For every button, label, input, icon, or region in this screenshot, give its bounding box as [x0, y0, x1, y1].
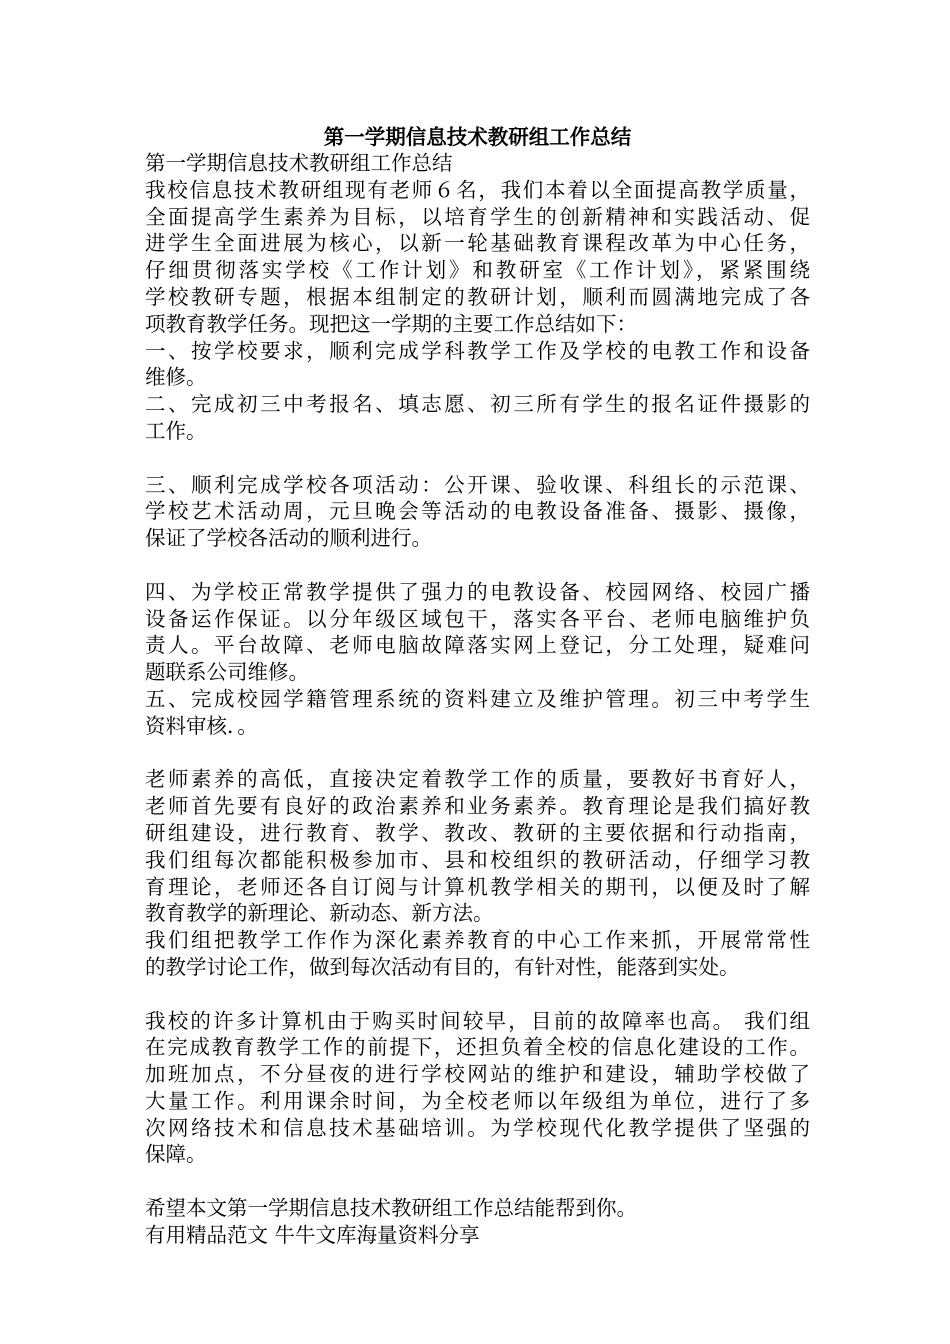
- text-line: 老师首先要有良好的政治素养和业务素养。教育理论是我们搞好教: [145, 794, 810, 819]
- text-line: 加班加点，不分昼夜的进行学校网站的维护和建设，辅助学校做了: [145, 1062, 810, 1087]
- text-line: 的教学讨论工作，做到每次活动有目的，有针对性，能落到实处。: [145, 954, 740, 979]
- text-line: 保证了学校各活动的顺利进行。: [145, 526, 432, 551]
- text-line: 三、顺利完成学校各项活动：公开课、验收课、科组长的示范课、: [145, 472, 810, 497]
- text-line: 学校教研专题，根据本组制定的教研计划，顺利而圆满地完成了各: [145, 284, 810, 309]
- text-line: 维修。: [145, 365, 207, 390]
- text-line: 研组建设，进行教育、教学、教改、教研的主要依据和行动指南，: [145, 820, 810, 845]
- blank-line: [145, 552, 810, 579]
- text-line: 工作。: [145, 418, 207, 443]
- text-line: 设备运作保证。以分年级区域包干，落实各平台、老师电脑维护负: [145, 606, 810, 631]
- text-line: 保障。: [145, 1142, 207, 1167]
- text-line: 在完成教育教学工作的前提下，还担负着全校的信息化建设的工作。: [145, 1035, 810, 1060]
- text-line: 二、完成初三中考报名、填志愿、初三所有学生的报名证件摄影的: [145, 392, 810, 417]
- document-title: 第一学期信息技术教研组工作总结: [323, 125, 632, 149]
- text-line: 一、按学校要求，顺利完成学科教学工作及学校的电教工作和设备: [145, 338, 810, 363]
- text-line: 第一学期信息技术教研组工作总结: [145, 151, 453, 175]
- text-line: 我们组每次都能积极参加市、县和校组织的教研活动，仔细学习教: [145, 847, 810, 872]
- text-line: 资料审核．。: [145, 713, 258, 738]
- text-line: 希望本文第一学期信息技术教研组工作总结能帮到你。: [145, 1196, 637, 1221]
- text-line: 四、为学校正常教学提供了强力的电教设备、校园网络、校园广播: [145, 579, 810, 604]
- blank-line: [145, 1168, 810, 1195]
- text-line: 大量工作。利用课余时间，为全校老师以年级组为单位，进行了多: [145, 1088, 810, 1113]
- text-line: 我们组把教学工作作为深化素养教育的中心工作来抓，开展常常性: [145, 928, 810, 953]
- text-line: 学校艺术活动周，元旦晚会等活动的电教设备准备、摄影、摄像，: [145, 499, 810, 524]
- text-line: 老师素养的高低，直接决定着教学工作的质量，要教好书育好人，: [145, 767, 810, 792]
- blank-line: [145, 445, 810, 472]
- text-line: 我校的许多计算机由于购买时间较早，目前的故障率也高。 我们组: [145, 1008, 810, 1033]
- document-body: [145, 124, 810, 1249]
- text-line: 题联系公司维修。: [145, 660, 309, 685]
- blank-line: [145, 981, 810, 1008]
- text-line: 仔细贯彻落实学校《工作计划》和教研室《工作计划》，紧紧围绕: [145, 258, 810, 283]
- document-text: [145, 150, 810, 1249]
- text-line: 次网络技术和信息技术基础培训。为学校现代化教学提供了坚强的: [145, 1115, 810, 1140]
- text-line: 项教育教学任务。现把这一学期的主要工作总结如下：: [145, 311, 637, 336]
- text-line: 教育教学的新理论、新动态、新方法。: [145, 901, 494, 926]
- text-line: 全面提高学生素养为目标，以培育学生的创新精神和实践活动、促: [145, 204, 810, 229]
- text-line: 育理论，老师还各自订阅与计算机教学相关的期刊，以便及时了解: [145, 874, 810, 899]
- text-line: 五、完成校园学籍管理系统的资料建立及维护管理。初三中考学生: [145, 686, 810, 711]
- text-line: 进学生全面进展为核心，以新一轮基础教育课程改革为中心任务，: [145, 231, 810, 256]
- text-line: 责人。平台故障、老师电脑故障落实网上登记，分工处理，疑难问: [145, 633, 810, 658]
- text-line: 我校信息技术教研组现有老师６名，我们本着以全面提高教学质量，: [145, 177, 810, 202]
- text-line: 有用精品范文 牛牛文库海量资料分享: [145, 1222, 480, 1247]
- blank-line: [145, 740, 810, 767]
